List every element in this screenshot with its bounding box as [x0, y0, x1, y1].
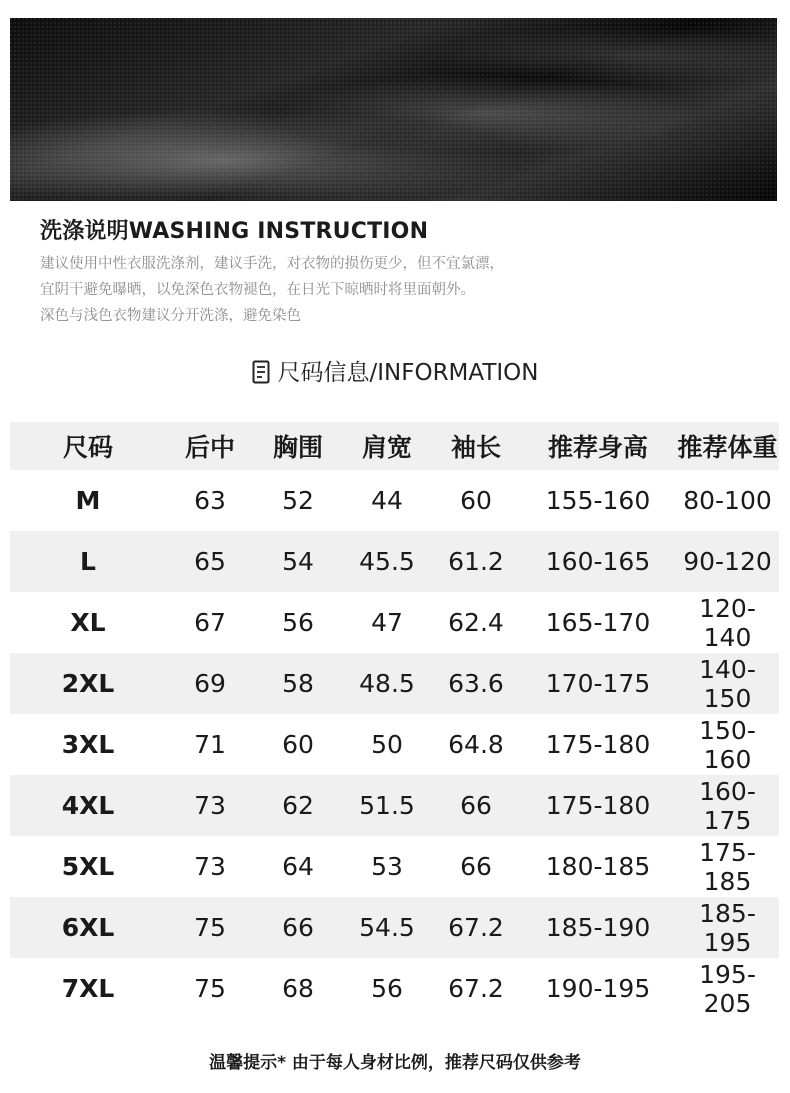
table-row — [10, 775, 779, 836]
cell-height: 175-180 — [545, 730, 651, 759]
cell-height: 190-195 — [545, 974, 651, 1003]
size-chart-table — [10, 422, 779, 1019]
cell-sleeve: 67.2 — [432, 897, 520, 958]
cell-size: 5XL — [61, 852, 115, 881]
cell-chest: 54 — [254, 531, 342, 592]
header-size: 尺码 — [10, 422, 166, 470]
cell-size: 6XL — [10, 897, 166, 958]
table-row — [10, 897, 779, 958]
cell-shoulder: 45.5 — [342, 531, 432, 592]
cell-weight: 160-175 — [676, 775, 779, 836]
cell-size: XL — [70, 608, 106, 637]
size-information-title: 尺码信息/INFORMATION — [277, 360, 539, 386]
cell-chest: 56 — [282, 608, 314, 637]
cell-chest: 66 — [254, 897, 342, 958]
cell-sleeve: 61.2 — [432, 531, 520, 592]
cell-back-length: 67 — [194, 608, 226, 637]
table-row — [10, 958, 779, 1019]
table-row — [10, 714, 779, 775]
washing-instruction-title: 洗涤说明WASHING INSTRUCTION — [40, 219, 429, 244]
washing-instruction-section — [40, 214, 760, 329]
cell-back-length: 71 — [194, 730, 226, 759]
cell-weight: 120-140 — [699, 593, 756, 652]
cell-height: 175-180 — [520, 775, 676, 836]
cell-sleeve: 63.6 — [432, 653, 520, 714]
cell-weight: 195-205 — [699, 959, 756, 1018]
header-recommended-height: 推荐身高 — [520, 422, 676, 470]
cell-shoulder: 53 — [371, 852, 403, 881]
cell-size: 2XL — [10, 653, 166, 714]
cell-height: 160-165 — [520, 531, 676, 592]
washing-instruction-line: 宜阴干避免曝晒，以免深色衣物褪色，在日光下晾晒时将里面朝外。 — [40, 282, 475, 298]
cell-shoulder: 44 — [371, 486, 403, 515]
cell-size: 7XL — [61, 974, 115, 1003]
cell-back-length: 73 — [166, 775, 254, 836]
size-information-heading — [0, 354, 790, 387]
cell-shoulder: 47 — [371, 608, 403, 637]
cell-chest: 68 — [282, 974, 314, 1003]
cell-back-length: 63 — [194, 486, 226, 515]
cell-sleeve: 64.8 — [448, 730, 504, 759]
washing-instruction-line: 建议使用中性衣服洗涤剂，建议手洗，对衣物的损伤更少，但不宜氯漂， — [40, 256, 504, 272]
cell-size: M — [75, 486, 101, 515]
document-icon — [252, 360, 270, 384]
cell-weight: 90-120 — [676, 531, 779, 592]
cell-weight: 140-150 — [676, 653, 779, 714]
table-row — [10, 592, 779, 653]
leather-texture-photo — [10, 18, 777, 201]
cell-back-length: 69 — [166, 653, 254, 714]
cell-sleeve: 66 — [432, 775, 520, 836]
header-shoulder: 肩宽 — [342, 422, 432, 470]
cell-height: 180-185 — [545, 852, 651, 881]
table-row — [10, 653, 779, 714]
cell-size: 4XL — [10, 775, 166, 836]
cell-height: 165-170 — [545, 608, 651, 637]
cell-shoulder: 48.5 — [342, 653, 432, 714]
cell-chest: 60 — [282, 730, 314, 759]
cell-back-length: 73 — [194, 852, 226, 881]
cell-height: 155-160 — [545, 486, 651, 515]
cell-sleeve: 66 — [460, 852, 492, 881]
cell-height: 185-190 — [520, 897, 676, 958]
washing-instruction-line: 深色与浅色衣物建议分开洗涤，避免染色 — [40, 308, 301, 324]
cell-weight: 80-100 — [683, 486, 772, 515]
table-header-row — [10, 422, 779, 470]
sizing-note: 温馨提示* 由于每人身材比例，推荐尺码仅供参考 — [209, 1053, 581, 1073]
table-row — [10, 470, 779, 531]
cell-back-length: 75 — [166, 897, 254, 958]
cell-shoulder: 54.5 — [342, 897, 432, 958]
cell-shoulder: 56 — [371, 974, 403, 1003]
table-row — [10, 531, 779, 592]
cell-chest: 64 — [282, 852, 314, 881]
cell-sleeve: 60 — [460, 486, 492, 515]
cell-weight: 185-195 — [676, 897, 779, 958]
cell-weight: 175-185 — [699, 837, 756, 896]
cell-chest: 62 — [254, 775, 342, 836]
cell-shoulder: 51.5 — [342, 775, 432, 836]
cell-height: 170-175 — [520, 653, 676, 714]
cell-sleeve: 62.4 — [448, 608, 504, 637]
cell-shoulder: 50 — [371, 730, 403, 759]
table-row — [10, 836, 779, 897]
header-chest: 胸围 — [254, 422, 342, 470]
cell-chest: 58 — [254, 653, 342, 714]
cell-size: L — [10, 531, 166, 592]
cell-back-length: 75 — [194, 974, 226, 1003]
cell-back-length: 65 — [166, 531, 254, 592]
cell-chest: 52 — [282, 486, 314, 515]
header-recommended-weight: 推荐体重 — [676, 422, 779, 470]
header-back-length: 后中 — [166, 422, 254, 470]
cell-size: 3XL — [61, 730, 115, 759]
cell-sleeve: 67.2 — [448, 974, 504, 1003]
cell-weight: 150-160 — [699, 715, 756, 774]
header-sleeve: 袖长 — [432, 422, 520, 470]
